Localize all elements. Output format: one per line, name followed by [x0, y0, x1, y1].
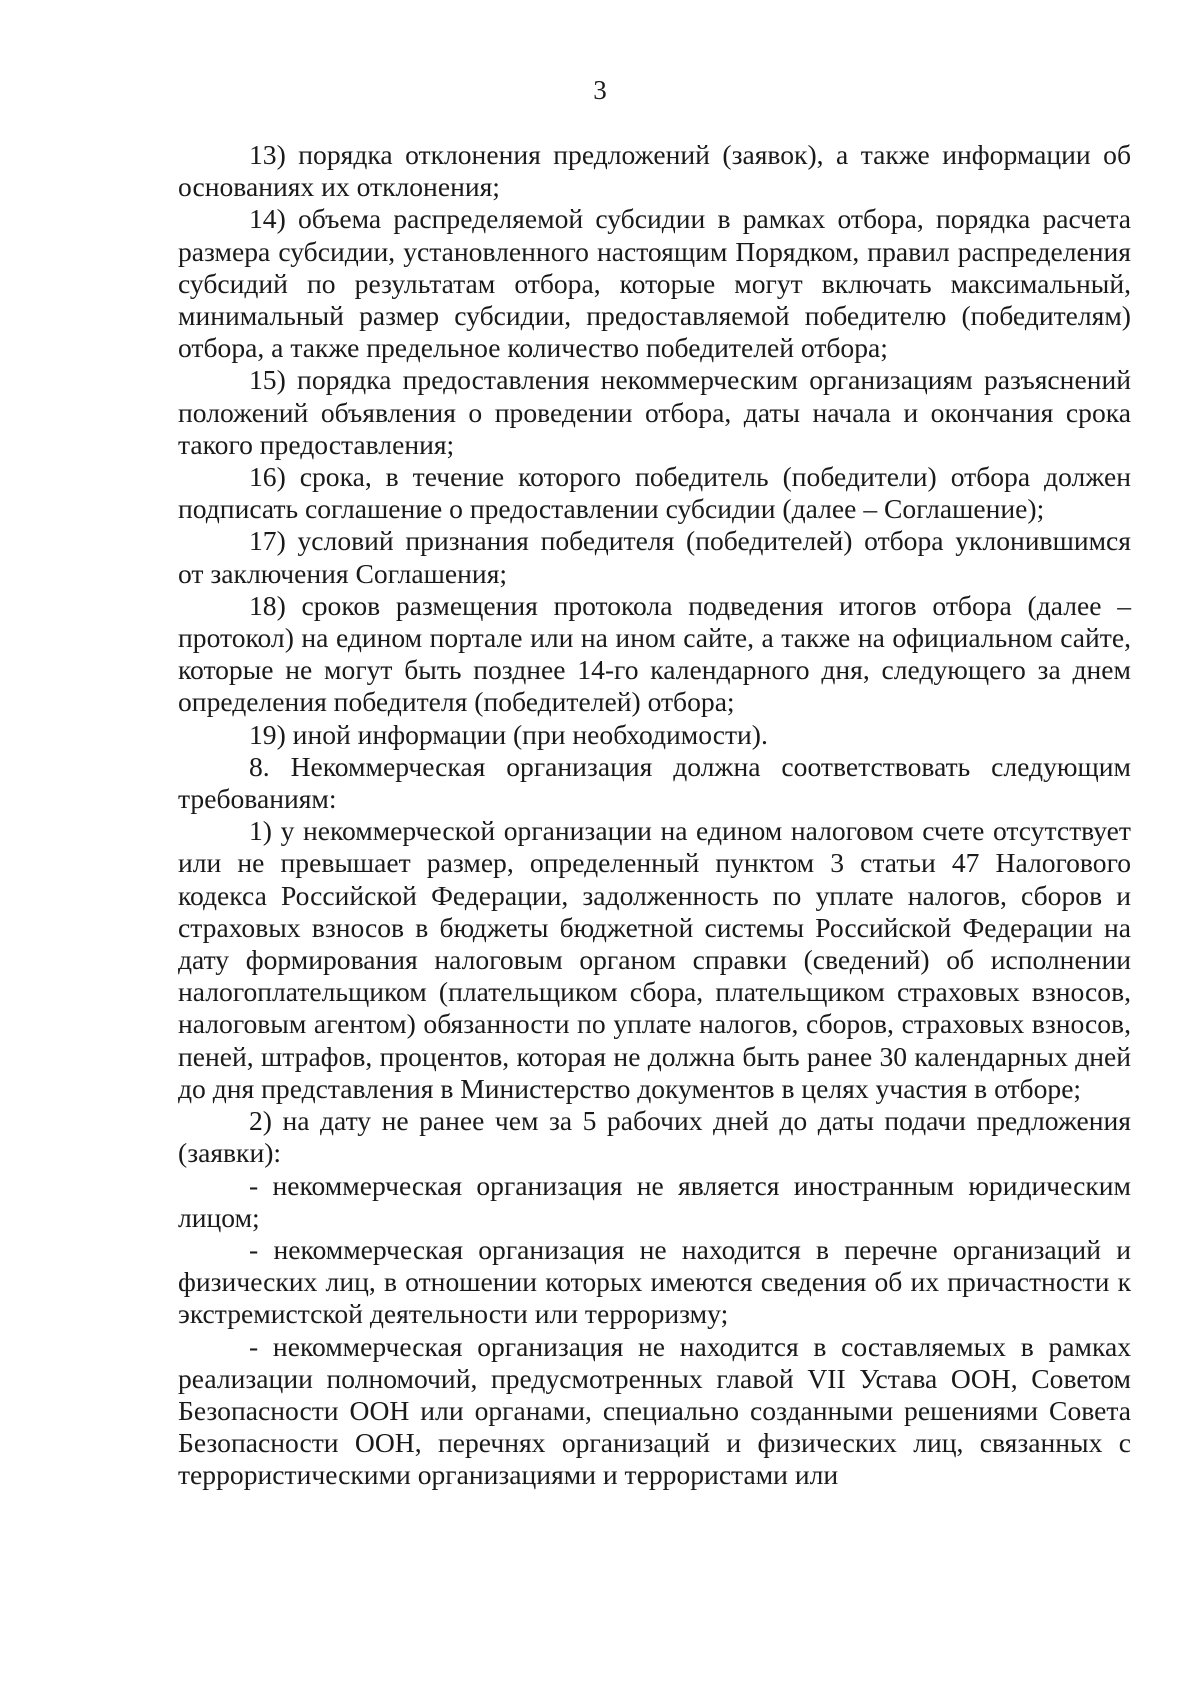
list-item-18: 18) сроков размещения протокола подведения итогов отбора (далее – протокол) на едином портале или на ином сайте, а также на официальном сайте, которые не могут быть позднее 14-го календарного дня, следующего за днем определения победителя (победителей) отбора; — [178, 589, 1131, 718]
list-item-14: 14) объема распределяемой субсидии в рамках отбора, порядка расчета размера субсидии, установленного настоящим Порядком, правил распределения субсидий по результатам отбора, которые могут включать максимальный, минимальный размер субсидии, предоставляемой победителю (победителям) отбора, а также предельное количество победителей отбора; — [178, 203, 1131, 364]
list-item-16: 16) срока, в течение которого победитель (победители) отбора должен подписать соглашение о предоставлении субсидии (далее – Соглашение); — [178, 461, 1131, 525]
section-8-heading: 8. Некоммерческая организация должна соответствовать следующим требованиям: — [178, 750, 1131, 815]
requirement-2-bullet-2: - некоммерческая организация не находится в перечне организаций и физических лиц, в отношении которых имеются сведения об их причастности к экстремистской деятельности или терроризму; — [178, 1233, 1131, 1330]
list-item-13: 13) порядка отклонения предложений (заявок), а также информации об основаниях их отклонения; — [178, 139, 1131, 203]
requirement-2-bullet-3: - некоммерческая организация не находится в составляемых в рамках реализации полномочий, предусмотренных главой VII Устава ООН, Советом Безопасности ООН или органами, специально созданными решениями Совета Безопасности ООН, перечнях организаций и физических лиц, связанных с террористическими организациями и террористами или — [178, 1330, 1131, 1491]
document-body — [178, 139, 1131, 1492]
list-item-19: 19) иной информации (при необходимости). — [249, 718, 768, 750]
requirement-2: 2) на дату не ранее чем за 5 рабочих дней до даты подачи предложения (заявки): — [178, 1105, 1131, 1169]
list-item-17: 17) условий признания победителя (победителей) отбора уклонившимся от заключения Соглашения; — [178, 525, 1131, 589]
requirement-1: 1) у некоммерческой организации на едином налоговом счете отсутствует или не превышает размер, определенный пунктом 3 статьи 47 Налогового кодекса Российской Федерации, задолженность по уплате налогов, сборов и страховых взносов в бюджеты бюджетной системы Российской Федерации на дату формирования налоговым органом справки (сведений) об исполнении налогоплательщиком (плательщиком сбора, плательщиком страховых взносов, налоговым агентом) обязанности по уплате налогов, сборов, страховых взносов, пеней, штрафов, процентов, которая не должна быть ранее 30 календарных дней до дня представления в Министерство документов в целях участия в отборе; — [178, 815, 1131, 1104]
requirement-2-bullet-1: - некоммерческая организация не является иностранным юридическим лицом; — [178, 1169, 1131, 1233]
page-number: 3 — [593, 75, 607, 105]
list-item-15: 15) порядка предоставления некоммерческим организациям разъяснений положений объявления о проведении отбора, даты начала и окончания срока такого предоставления; — [178, 364, 1131, 460]
